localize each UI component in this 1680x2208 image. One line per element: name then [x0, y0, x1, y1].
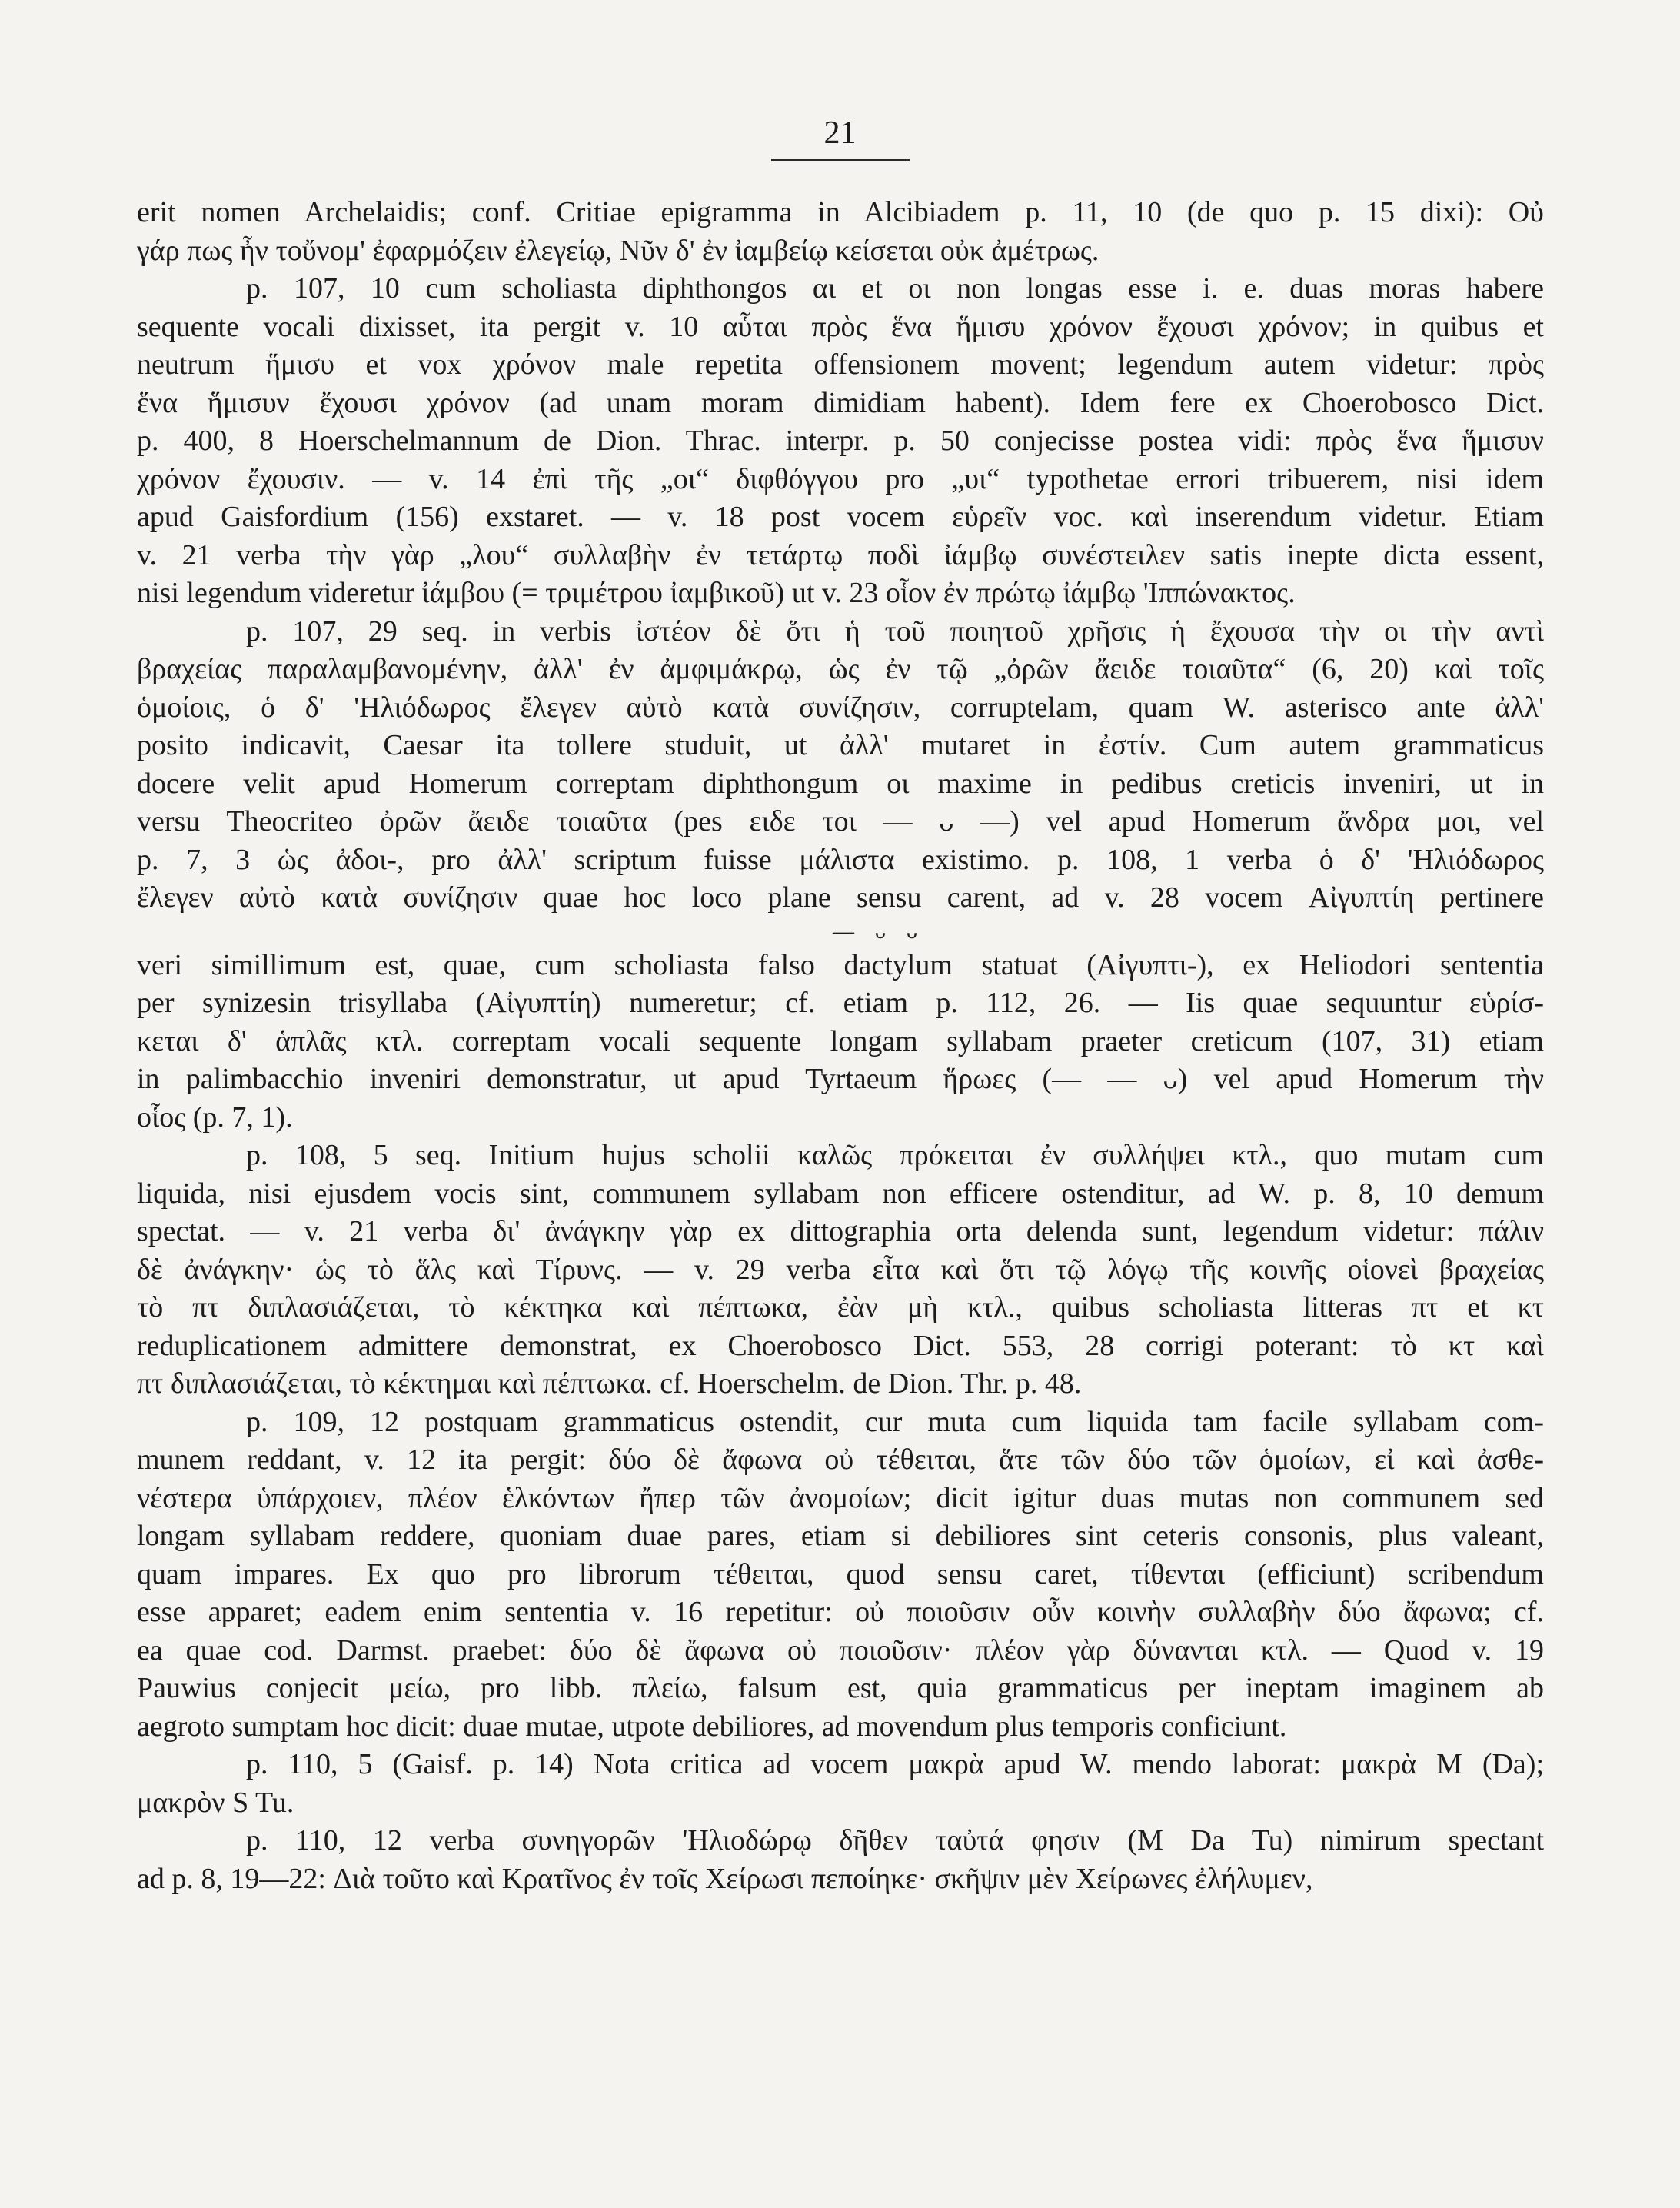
- text-line: per synizesin trisyllaba (Αἰγυπτίη) numeretur; cf. etiam p. 112, 26. — Iis quae sequuntur εὑρίσ-: [137, 987, 1544, 1019]
- text-line: ea quae cod. Darmst. praebet: δύο δὲ ἄφωνα οὐ ποιοῦσιν· πλέον γὰρ δύνανται κτλ. — Quod v. 19: [137, 1634, 1544, 1667]
- text-line: p. 110, 5 (Gaisf. p. 14) Nota critica ad vocem μακρὰ apud W. mendo laborat: μακρὰ M (Da);: [246, 1748, 1544, 1780]
- text-line: veri simillimum est, quae, cum scholiasta falso dactylum statuat (Αἰγυπτι-), ex Heliodori sententia: [137, 948, 1544, 981]
- text-line: p. 109, 12 postquam grammaticus ostendit, cur muta cum liquida tam facile syllabam com-: [246, 1405, 1544, 1438]
- text-line: Pauwius conjecit μείω, pro libb. πλείω, falsum est, quia grammaticus per ineptam imaginem ab: [137, 1672, 1544, 1704]
- text-line: p. 107, 29 seq. in verbis ἰστέον δὲ ὅτι ἡ τοῦ ποιητοῦ χρῆσις ἡ ἔχουσα τὴν οι τὴν αντὶ: [246, 614, 1544, 648]
- text-line: p. 400, 8 Hoerschelmannum de Dion. Thrac. interpr. p. 50 conjecisse postea vidi: πρὸς ἕνα ἥμισυν: [137, 425, 1544, 457]
- text-line: liquida, nisi ejusdem vocis sint, communem syllabam non efficere ostenditur, ad W. p. 8, 10 demum: [137, 1177, 1544, 1210]
- text-line: in palimbacchio inveniri demonstratur, ut apud Tyrtaeum ἥρωες (— — ᴗ) vel apud Homerum τὴν: [137, 1063, 1544, 1095]
- metrical-marks: — ᴗ ᴗ: [833, 919, 925, 944]
- text-line: docere velit apud Homerum correptam diphthongum οι maxime in pedibus creticis inveniri, ut in: [137, 767, 1544, 800]
- page-number: 21: [823, 115, 857, 151]
- text-line: quam impares. Ex quo pro librorum τέθειται, quod sensu caret, τίθενται (efficiunt) scribendum: [137, 1557, 1544, 1590]
- text-line: aegroto sumptam hoc dicit: duae mutae, utpote debiliores, ad movendum plus temporis conficiunt.: [137, 1710, 1287, 1743]
- text-line: p. 7, 3 ὡς ἀδοι-, pro ἀλλ' scriptum fuisse μάλιστα existimo. p. 108, 1 verba ὁ δ' 'Ηλιόδωρος: [137, 843, 1545, 876]
- text-line: πτ διπλασιάζεται, τὸ κέκτημαι καὶ πέπτωκα. cf. Hoerschelm. de Dion. Thr. p. 48.: [137, 1367, 1082, 1400]
- text-line: longam syllabam reddere, quoniam duae pares, etiam si debiliores sint ceteris consonis, plus valeant,: [137, 1520, 1544, 1552]
- text-line: v. 21 verba τὴν γὰρ „λου“ συλλαβὴν ἐν τετάρτῳ ποδὶ ἰάμβῳ συνέστειλεν satis inepte dicta essent,: [137, 538, 1544, 571]
- text-line: γάρ πως ἦν τοὔνομ' ἐφαρμόζειν ἐλεγείῳ, Νῦν δ' ἐν ἰαμβείῳ κείσεται οὐκ ἀμέτρως.: [137, 234, 1099, 267]
- text-line: p. 108, 5 seq. Initium hujus scholii καλῶς πρόκειται ἐν συλλήψει κτλ., quo mutam cum: [246, 1139, 1544, 1171]
- text-line: τὸ πτ διπλασιάζεται, τὸ κέκτηκα καὶ πέπτωκα, ἐὰν μὴ κτλ., quibus scholiasta litteras πτ et κτ: [137, 1291, 1544, 1324]
- text-line: erit nomen Archelaidis; conf. Critiae epigramma in Alcibiadem p. 11, 10 (de quo p. 15 dixi): Οὐ: [137, 196, 1544, 228]
- text-line: ἔλεγεν αὐτὸ κατὰ συνίζησιν quae hoc loco plane sensu carent, ad v. 28 vocem Αἰγυπτίη pertinere: [137, 881, 1544, 914]
- text-line: ad p. 8, 19—22: Διὰ τοῦτο καὶ Κρατῖνος ἐν τοῖς Χείρωσι πεποίηκε· σκῆψιν μὲν Χείρωνες ἐλήλυμεν,: [137, 1862, 1313, 1895]
- text-line: p. 107, 10 cum scholiasta diphthongos αι et οι non longas esse i. e. duas moras habere: [246, 272, 1544, 305]
- text-line: apud Gaisfordium (156) exstaret. — v. 18 post vocem εὑρεῖν voc. καὶ inserendum videtur. Etiam: [137, 501, 1544, 533]
- text-line: p. 110, 12 verba συνηγορῶν 'Ηλιοδώρῳ δῆθεν ταὐτά φησιν (M Da Tu) nimirum spectant: [246, 1824, 1544, 1857]
- text-line: nisi legendum videretur ἰάμβου (= τριμέτρου ἰαμβικοῦ) ut v. 23 οἷον ἐν πρώτῳ ἰάμβῳ 'Ιππώνακτος.: [137, 577, 1296, 609]
- text-line: ἕνα ἥμισυν ἔχουσι χρόνον (ad unam moram dimidiam habent). Idem fere ex Choerobosco Dict.: [137, 386, 1544, 419]
- text-line: ὁμοίοις, ὁ δ' 'Ηλιόδωρος ἔλεγεν αὐτὸ κατὰ συνίζησιν, corruptelam, quam W. asterisco ante ἀλλ': [137, 691, 1544, 724]
- text-line: χρόνον ἔχουσιν. — v. 14 ἐπὶ τῆς „οι“ διφθόγγου pro „υι“ typothetae errori tribuerem, nisi idem: [137, 462, 1544, 495]
- text-line: κεται δ' ἁπλᾶς κτλ. correptam vocali sequente longam syllabam praeter creticum (107, 31) etiam: [137, 1024, 1544, 1057]
- text-line: munem reddant, v. 12 ita pergit: δύο δὲ ἄφωνα οὐ τέθειται, ἅτε τῶν δύο τῶν ὁμοίων, εἰ καὶ ἀσθε-: [137, 1444, 1544, 1476]
- text-line: versu Theocriteo ὀρῶν ἄειδε τοιαῦτα (pes ειδε τοι — ᴗ —) vel apud Homerum ἄνδρα μοι, vel: [137, 805, 1544, 838]
- text-line: posito indicavit, Caesar ita tollere studuit, ut ἀλλ' mutaret in ἐστίν. Cum autem grammaticus: [137, 729, 1544, 761]
- text-line: μακρὸν S Tu.: [137, 1786, 294, 1819]
- text-line: spectat. — v. 21 verba δι' ἀνάγκην γὰρ ex dittographia orta delenda sunt, legendum videtur: πάλιν: [137, 1215, 1544, 1247]
- text-line: βραχείας παραλαμβανομένην, ἀλλ' ἐν ἀμφιμάκρῳ, ὡς ἐν τῷ „ὀρῶν ἄειδε τοιαῦτα“ (6, 20) καὶ τοῖς: [137, 653, 1544, 685]
- text-line: δὲ ἀνάγκην· ὡς τὸ ἅλς καὶ Τίρυνς. — v. 29 verba εἶτα καὶ ὅτι τῷ λόγῳ τῆς κοινῆς οἱονεὶ βραχείας: [137, 1253, 1544, 1286]
- text-line: neutrum ἥμισυ et vox χρόνον male repetita offensionem movent; legendum autem videtur: πρὸς: [137, 348, 1544, 381]
- text-line: οἷος (p. 7, 1).: [137, 1101, 293, 1134]
- text-line: esse apparet; eadem enim sententia v. 16 repetitur: οὐ ποιοῦσιν οὖν κοινὴν συλλαβὴν δύο ἄφωνα; cf.: [137, 1596, 1544, 1628]
- text-line: sequente vocali dixisset, ita pergit v. 10 αὗται πρὸς ἕνα ἥμισυ χρόνον ἔχουσι χρόνον; in quibus et: [137, 310, 1544, 343]
- text-line: νέστερα ὑπάρχοιεν, πλέον ἑλκόντων ἤπερ τῶν ἀνομοίων; dicit igitur duas mutas non communem sed: [137, 1481, 1544, 1514]
- body-text: [137, 194, 1544, 1898]
- text-line: reduplicationem admittere demonstrat, ex Choerobosco Dict. 553, 28 corrigi poterant: τὸ κτ καὶ: [137, 1329, 1544, 1362]
- page-number-rule: [771, 159, 910, 161]
